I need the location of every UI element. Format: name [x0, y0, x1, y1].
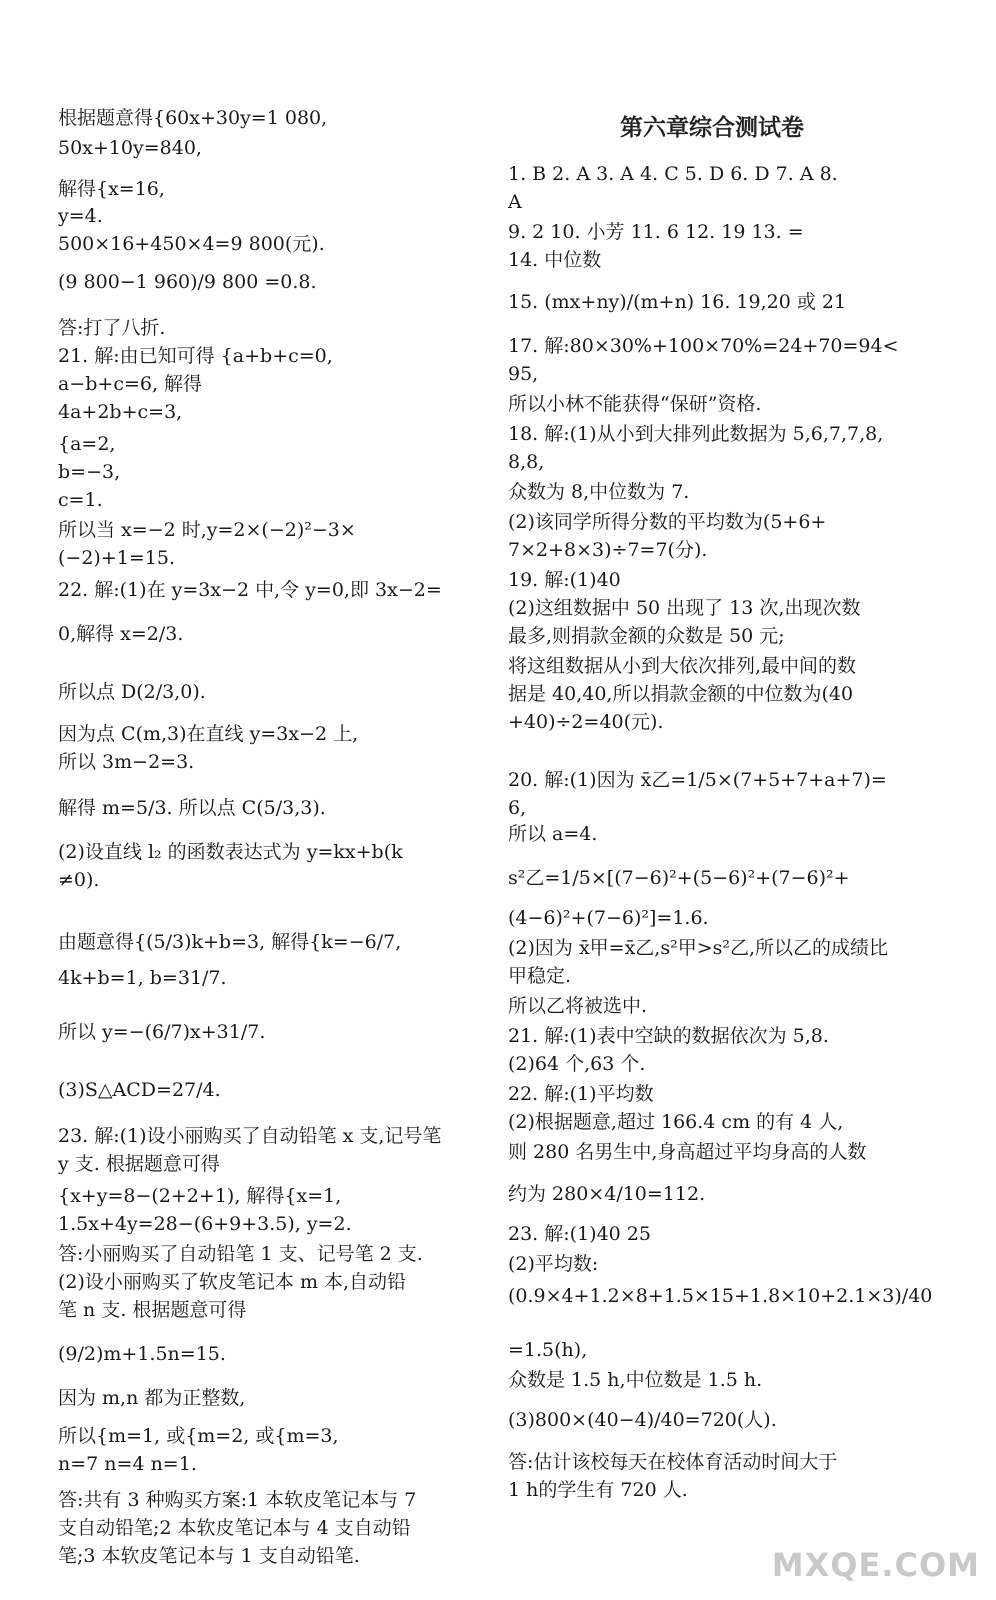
- right-line: 则 280 名男生中,身高超过平均身高的人数: [508, 1141, 867, 1163]
- right-line: 18. 解:(1)从小到大排列此数据为 5,6,7,7,8,: [508, 423, 884, 445]
- left-line: y=4.: [58, 205, 103, 227]
- right-line: (2)64 个,63 个.: [508, 1053, 646, 1075]
- left-line: 所以 y=−(6/7)x+31/7.: [58, 1021, 266, 1043]
- right-line: (2)这组数据中 50 出现了 13 次,出现次数: [508, 597, 861, 619]
- right-line: (2)平均数:: [508, 1253, 599, 1275]
- left-line: 由题意得{(5/3)k+b=3, 解得{k=−6/7,: [58, 931, 402, 953]
- left-line: 4a+2b+c=3,: [58, 401, 183, 423]
- left-line: 1.5x+4y=28−(6+9+3.5), y=2.: [58, 1213, 352, 1235]
- right-line: 1. B 2. A 3. A 4. C 5. D 6. D 7. A 8.: [508, 163, 838, 185]
- left-line: {x+y=8−(2+2+1), 解得{x=1,: [58, 1185, 342, 1207]
- left-line: (2)设直线 l₂ 的函数表达式为 y=kx+b(k: [58, 841, 403, 863]
- right-line: +40)÷2=40(元).: [508, 711, 664, 733]
- right-line: 将这组数据从小到大依次排列,最中间的数: [508, 655, 857, 677]
- left-line: n=7 n=4 n=1.: [58, 1453, 197, 1475]
- left-line: 笔;3 本软皮笔记本与 1 支自动铅笔.: [58, 1545, 360, 1567]
- section-title: 第六章综合测试卷: [620, 114, 804, 141]
- left-line: (9/2)m+1.5n=15.: [58, 1343, 226, 1365]
- right-line: (2)该同学所得分数的平均数为(5+6+: [508, 511, 827, 533]
- right-line: 22. 解:(1)平均数: [508, 1083, 654, 1105]
- left-line: c=1.: [58, 489, 103, 511]
- left-line: 因为点 C(m,3)在直线 y=3x−2 上,: [58, 723, 359, 745]
- right-line: 约为 280×4/10=112.: [508, 1183, 706, 1205]
- right-line: (4−6)²+(7−6)²]=1.6.: [508, 907, 709, 929]
- right-line: 21. 解:(1)表中空缺的数据依次为 5,8.: [508, 1025, 829, 1047]
- right-line: A: [508, 191, 522, 213]
- right-line: 1 h的学生有 720 人.: [508, 1479, 688, 1501]
- right-line: =1.5(h),: [508, 1339, 588, 1361]
- left-line: 所以 3m−2=3.: [58, 751, 195, 773]
- left-line: y 支. 根据题意可得: [58, 1153, 220, 1175]
- right-line: 众数是 1.5 h,中位数是 1.5 h.: [508, 1369, 763, 1391]
- left-line: 因为 m,n 都为正整数,: [58, 1387, 246, 1409]
- right-line: 据是 40,40,所以捐款金额的中位数为(40: [508, 683, 854, 705]
- left-line: a−b+c=6, 解得: [58, 373, 203, 395]
- right-line: 14. 中位数: [508, 249, 602, 271]
- left-line: ≠0).: [58, 869, 100, 891]
- right-line: (0.9×4+1.2×8+1.5×15+1.8×10+2.1×3)/40: [508, 1285, 933, 1307]
- left-line: 支自动铅笔;2 本软皮笔记本与 4 支自动铅: [58, 1517, 411, 1539]
- right-line: (2)根据题意,超过 166.4 cm 的有 4 人,: [508, 1111, 844, 1133]
- right-line: 9. 2 10. 小芳 11. 6 12. 19 13. =: [508, 221, 804, 243]
- left-line: (2)设小丽购买了软皮笔记本 m 本,自动铅: [58, 1271, 407, 1293]
- left-line: 所以{m=1, 或{m=2, 或{m=3,: [58, 1425, 339, 1447]
- left-line: 解得{x=16,: [58, 178, 165, 200]
- left-line: 4k+b=1, b=31/7.: [58, 967, 227, 989]
- left-line: 答:小丽购买了自动铅笔 1 支、记号笔 2 支.: [58, 1243, 423, 1265]
- right-line: 95,: [508, 363, 539, 385]
- right-line: (2)因为 x̄甲=x̄乙,s²甲>s²乙,所以乙的成绩比: [508, 937, 889, 959]
- left-line: (−2)+1=15.: [58, 547, 175, 569]
- right-line: 23. 解:(1)40 25: [508, 1223, 651, 1245]
- left-line: 23. 解:(1)设小丽购买了自动铅笔 x 支,记号笔: [58, 1125, 442, 1147]
- left-line: 21. 解:由已知可得 {a+b+c=0,: [58, 345, 333, 367]
- right-line: (3)800×(40−4)/40=720(人).: [508, 1409, 777, 1431]
- right-line: 17. 解:80×30%+100×70%=24+70=94<: [508, 335, 899, 357]
- left-line: 22. 解:(1)在 y=3x−2 中,令 y=0,即 3x−2=: [58, 579, 442, 601]
- right-line: 所以 a=4.: [508, 823, 598, 845]
- right-line: 6,: [508, 797, 527, 819]
- left-line: {a=2,: [58, 433, 116, 455]
- right-line: 8,8,: [508, 451, 545, 473]
- left-line: 500×16+450×4=9 800(元).: [58, 233, 325, 255]
- right-line: s²乙=1/5×[(7−6)²+(5−6)²+(7−6)²+: [508, 867, 850, 889]
- right-line: 7×2+8×3)÷7=7(分).: [508, 539, 708, 561]
- right-line: 甲稳定.: [508, 965, 572, 987]
- left-line: 所以点 D(2/3,0).: [58, 681, 206, 703]
- right-line: 所以乙将被选中.: [508, 995, 648, 1017]
- left-line: (3)S△ACD=27/4.: [58, 1079, 221, 1101]
- left-line: 答:共有 3 种购买方案:1 本软皮笔记本与 7: [58, 1489, 417, 1511]
- right-line: 最多,则捐款金额的众数是 50 元;: [508, 625, 785, 647]
- right-line: 19. 解:(1)40: [508, 569, 621, 591]
- right-line: 15. (mx+ny)/(m+n) 16. 19,20 或 21: [508, 291, 847, 313]
- watermark: MXQE.COM: [771, 1546, 980, 1584]
- left-line: 笔 n 支. 根据题意可得: [58, 1299, 247, 1321]
- left-line: 0,解得 x=2/3.: [58, 623, 184, 645]
- left-line: 所以当 x=−2 时,y=2×(−2)²−3×: [58, 519, 356, 541]
- left-line: 解得 m=5/3. 所以点 C(5/3,3).: [58, 797, 326, 819]
- left-line: 答:打了八折.: [58, 317, 166, 339]
- right-line: 20. 解:(1)因为 x̄乙=1/5×(7+5+7+a+7)=: [508, 769, 887, 791]
- right-line: 众数为 8,中位数为 7.: [508, 481, 690, 503]
- left-line: (9 800−1 960)/9 800 =0.8.: [58, 271, 317, 293]
- left-line: 50x+10y=840,: [58, 137, 202, 159]
- right-line: 答:估计该校每天在校体育活动时间大于: [508, 1451, 838, 1473]
- right-line: 所以小林不能获得“保研”资格.: [508, 393, 762, 415]
- left-line: 根据题意得{60x+30y=1 080,: [58, 107, 328, 129]
- left-line: b=−3,: [58, 461, 121, 483]
